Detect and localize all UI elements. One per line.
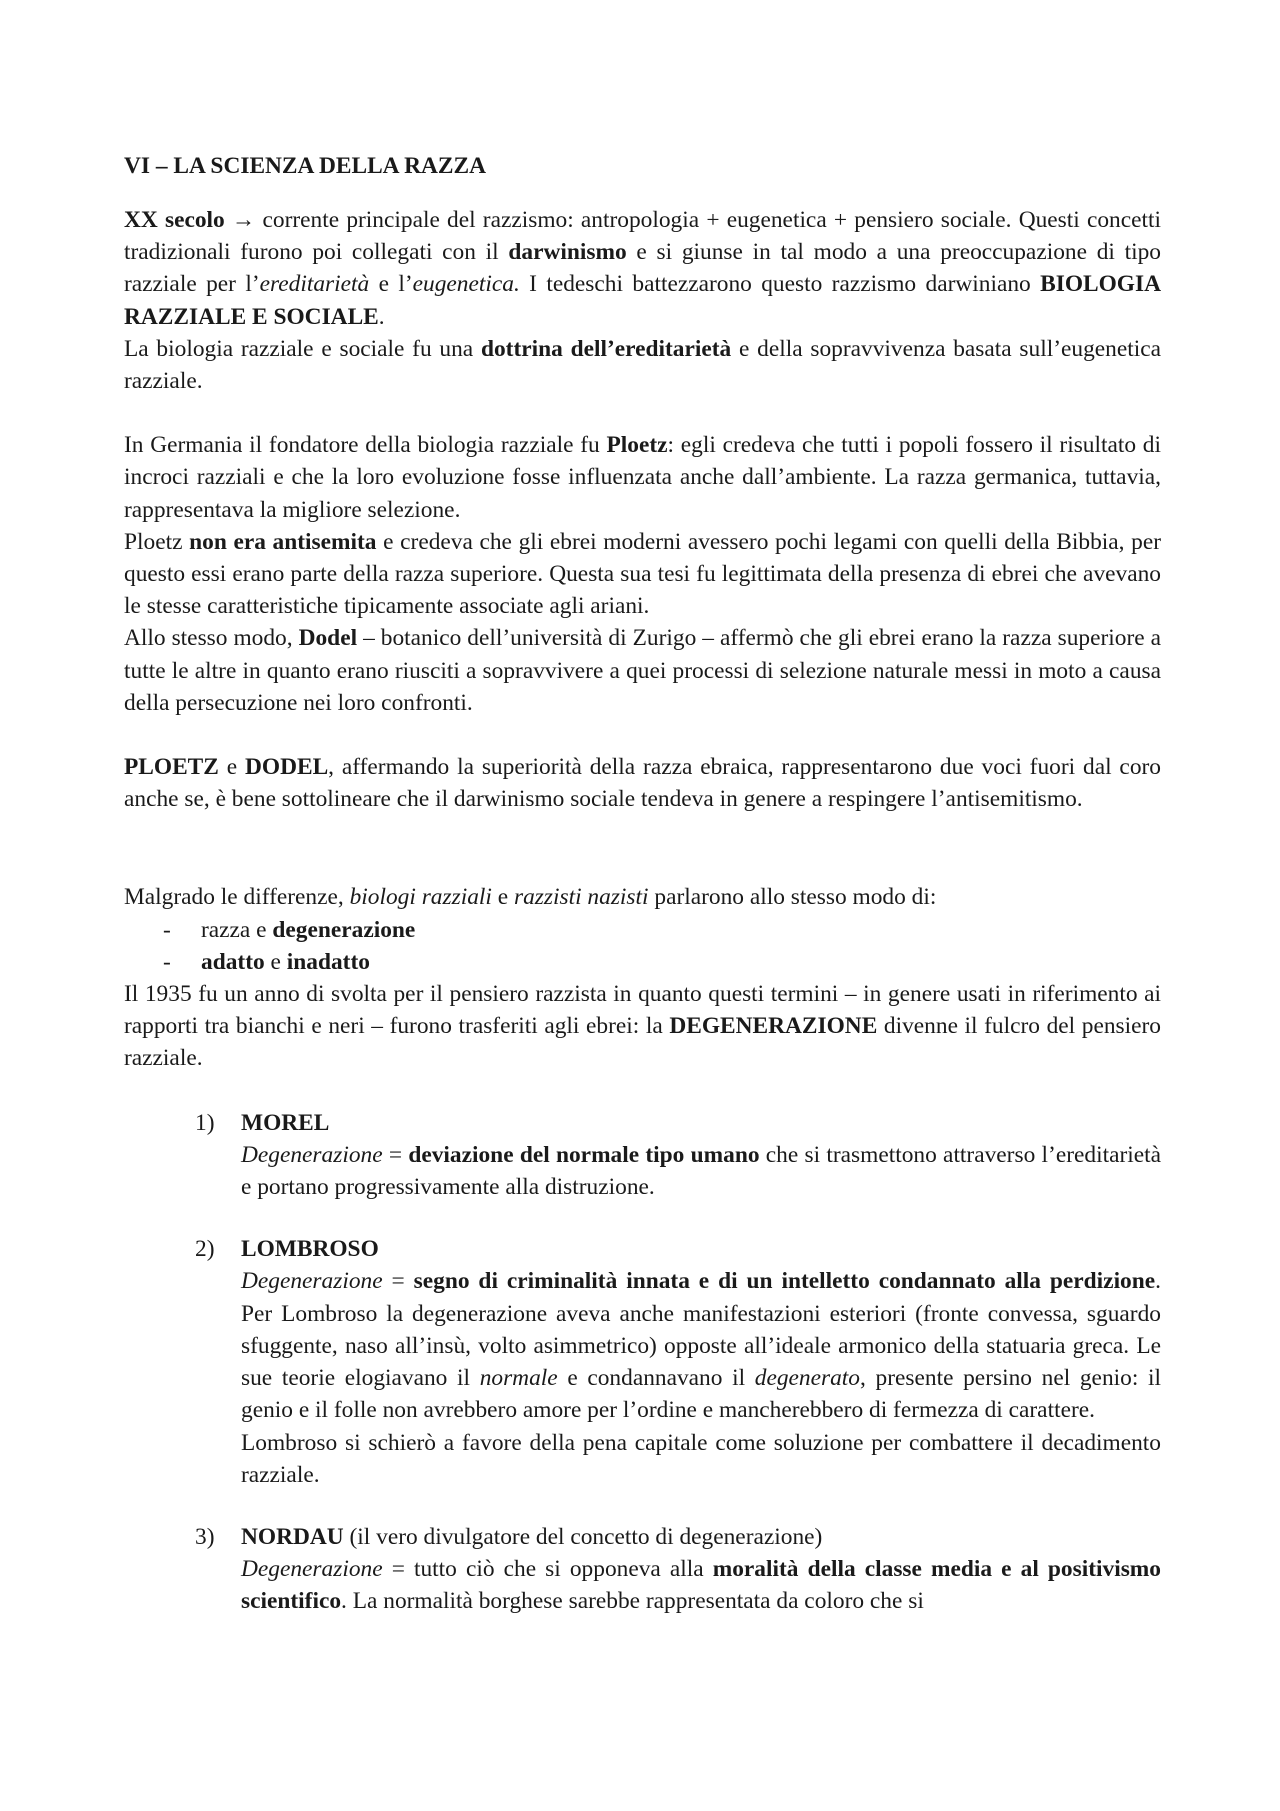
paragraph-dodel: Allo stesso modo, Dodel – botanico dell’università di Zurigo – affermò che gli ebrei erano la razza superiore a tutte le altre in quanto erano riusciti a sopravvivere a quei processi di selezione naturale messi in moto a causa della persecuzione nei loro confronti.: [124, 625, 1161, 716]
chapter-title: VI – LA SCIENZA DELLA RAZZA: [124, 153, 487, 179]
item-heading: NORDAU (il vero divulgatore del concetto di degenerazione): [241, 1523, 823, 1550]
numbered-item-lombroso: 2) LOMBROSO Degenerazione = segno di criminalità innata e di un intelletto condannato alla perdizione. Per Lombroso la degenerazione aveva anche manifestazioni esteriori (fronte convessa, sguardo sfuggente, naso all’insù, volto asimmetrico) opposte all’ideale armonico della statuaria greca. Le sue teorie elogiavano il normale e condannavano il degenerato, presente persino nel genio: il genio e il folle non avrebbero amore per l’ordine e mancherebbero di fermezza di carattere. Lombroso si schierò a favore della pena capitale come soluzione per combattere il decadimento razziale.: [124, 1233, 1161, 1491]
paragraph-ploetz-germania: In Germania il fondatore della biologia razziale fu Ploetz: egli credeva che tutti i popoli fossero il risultato di incroci razziali e che la loro evoluzione fosse influenzata anche dall’ambiente. La razza germanica, tuttavia, rappresentava la migliore selezione.: [124, 432, 1162, 523]
paragraph-ploetz-antisemita: Ploetz non era antisemita e credeva che gli ebrei moderni avessero pochi legami con quelli della Bibbia, per questo essi erano parte della razza superiore. Questa sua tesi fu legittimata della presenza di ebrei che avevano le stesse caratteristiche tipicamente associate agli ariani.: [124, 528, 1161, 620]
paragraph-ploetz-dodel: PLOETZ e DODEL, affermando la superiorità della razza ebraica, rappresentarono due voci fuori dal coro anche se, è bene sottolineare che il darwinismo sociale tendeva in genere a respingere l’antisemitismo.: [124, 754, 1161, 813]
numbered-item-nordau: 3) NORDAU (il vero divulgatore del concetto di degenerazione) Degenerazione = tutto ciò che si opponeva alla moralità della classe media e al positivismo scientifico. La normalità borghese sarebbe rappresentata da coloro che si: [124, 1521, 1161, 1618]
item-heading: MOREL: [241, 1109, 330, 1136]
numbered-item-morel: 1) MOREL Degenerazione = deviazione del normale tipo umano che si trasmettono attraverso l’ereditarietà e portano progressivamente alla distruzione.: [124, 1107, 1161, 1204]
item-definition: Degenerazione = tutto ciò che si opponeva alla moralità della classe media e al positivismo scientifico. La normalità borghese sarebbe rappresentata da coloro che si: [241, 1556, 1161, 1615]
spacer: [124, 1491, 1161, 1521]
paragraph-biologia-razziale: La biologia razziale e sociale fu una dottrina dell’ereditarietà e della sopravvivenza basata sull’eugenetica razziale.: [124, 335, 1161, 395]
item-paragraph: Lombroso si schierò a favore della pena capitale come soluzione per combattere il decadimento razziale.: [241, 1429, 1161, 1488]
item-definition: Degenerazione = deviazione del normale tipo umano che si trasmettono attraverso l’ereditarietà e portano progressivamente alla distruzione.: [241, 1141, 1161, 1201]
item-heading: LOMBROSO: [241, 1236, 379, 1263]
spacer: [124, 815, 1161, 881]
list-item: - adatto e inadatto: [163, 948, 370, 975]
spacer: [124, 397, 1161, 429]
paragraph-xx-secolo: XX secolo → corrente principale del razzismo: antropologia + eugenetica + pensiero sociale. Questi concetti tradizionali furono poi collegati con il darwinismo e si giunse in tal modo a una preoccupazione di tipo razziale per l’ereditarietà e l’eugenetica. I tedeschi battezzarono questo razzismo darwiniano BIOLOGIA RAZZIALE E SOCIALE.: [124, 207, 1161, 330]
paragraph-malgrado: Malgrado le differenze, biologi razziali e razzisti nazisti parlarono allo stesso modo di:: [124, 884, 937, 911]
list-item: - razza e degenerazione: [163, 916, 416, 943]
spacer: [124, 1203, 1161, 1233]
term-list: [124, 914, 1161, 978]
paragraph-1935: Il 1935 fu un anno di svolta per il pensiero razzista in quanto questi termini – in genere usati in riferimento ai rapporti tra bianchi e neri – furono trasferiti agli ebrei: la DEGENERAZIONE divenne il fulcro del pensiero razziale.: [124, 981, 1161, 1072]
spacer: [124, 719, 1161, 751]
item-definition: Degenerazione = segno di criminalità innata e di un intelletto condannato alla perdizione. Per Lombroso la degenerazione aveva anche manifestazioni esteriori (fronte convessa, sguardo sfuggente, naso all’insù, volto asimmetrico) opposte all’ideale armonico della statuaria greca. Le sue teorie elogiavano il normale e condannavano il degenerato, presente persino nel genio: il genio e il folle non avrebbero amore per l’ordine e mancherebbero di fermezza di carattere.: [241, 1268, 1162, 1424]
spacer: [124, 1075, 1161, 1107]
page-content: [124, 150, 1161, 1618]
